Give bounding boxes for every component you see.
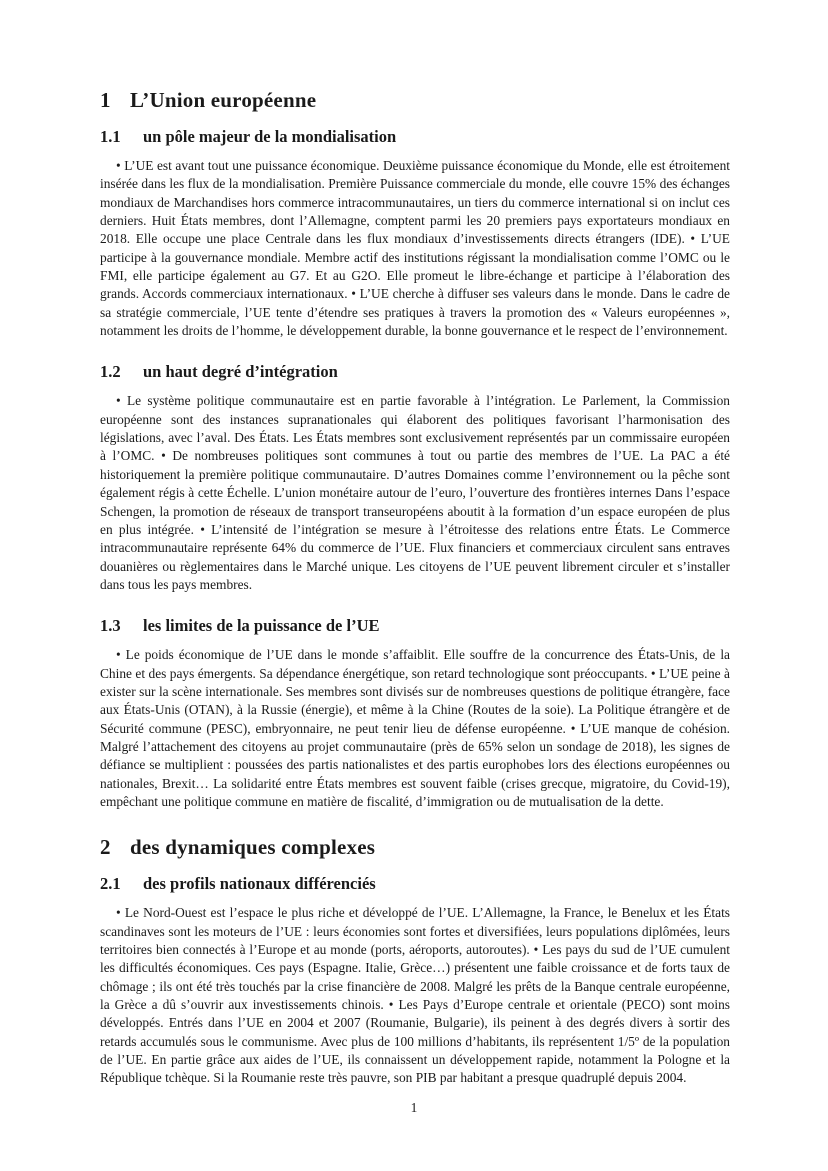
section-heading (100, 88, 730, 113)
section-title: L’Union européenne (130, 88, 317, 112)
subsection-number: 1.2 (100, 362, 121, 382)
section-number: 2 (100, 835, 111, 860)
paragraph: • Le Nord-Ouest est l’espace le plus riche et développé de l’UE. L’Allemagne, la France, le Benelux et les États scandinaves sont les moteurs de l’UE : leurs économies sont fortes et diversifiées, leurs populations diplômées, leurs territoires bien connectés à l’Europe et au monde (ports, aéroports, autoroutes). • Les pays du sud de l’UE cumulent les difficultés économiques. Ces pays (Espagne. Italie, Grèce…) présentent une faible croissance et de forts taux de chômage ; ils ont été très touchés par la crise financière de 2008. Malgré les prêts de la Banque centrale européenne, la Grèce a dû s’ouvrir aux investissements chinois. • Les Pays d’Europe centrale et orientale (PECO) sont moins développés. Entrés dans l’UE en 2004 et 2007 (Roumanie, Bulgarie), ils peinent à des degrés divers à sortir des retards accumulés sous le communisme. Avec plus de 100 millions d’habitants, ils représentent 1/5º de la population de l’UE. En partie grâce aux aides de l’UE, ils connaissent un développement rapide, notamment la Pologne et la République tchèque. Si la Roumanie reste très pauvre, son PIB par habitant a presque quadruplé depuis 2004. (100, 905, 730, 1086)
subsection-heading (100, 127, 730, 147)
subsection-number: 1.3 (100, 616, 121, 636)
subsection-title: des profils nationaux différenciés (143, 874, 376, 894)
subsection-title: un haut degré d’intégration (143, 362, 338, 382)
paragraph: • Le poids économique de l’UE dans le monde s’affaiblit. Elle souffre de la concurrence des États-Unis, de la Chine et des pays émergents. Sa dépendance énergétique, son retard technologique sont préoccupants. • L’UE peine à exister sur la scène internationale. Ses membres sont divisés sur de nombreuses questions de politique étrangère, face aux États-Unis (OTAN), à la Russie (énergie), et même à la Chine (Routes de la soie). La Politique étrangère et de Sécurité commune (PESC), embryonnaire, ne peut tenir lieu de défense européenne. • L’UE manque de cohésion. Malgré l’attachement des citoyens au projet communautaire (près de 65% selon un sondage de 2018), les signes de défiance se multiplient : poussées des partis nationalistes et des partis europhobes lors des élections européennes ou nationales, Brexit… La solidarité entre États membres est souvent faible (crises grecque, migratoire, du Covid-19), empêchant une politique commune en matière de fiscalité, d’immigration ou de mutualisation de la dette. (100, 647, 730, 809)
paragraph: • L’UE est avant tout une puissance économique. Deuxième puissance économique du Monde, elle est étroitement insérée dans les flux de la mondialisation. Première Puissance commerciale du monde, elle couvre 15% des échanges mondiaux de Marchandises hors commerce intracommunautaires, un tiers du commerce international si on inclut ces derniers. Huit États membres, dont l’Allemagne, comptent parmi les 20 premiers pays exportateurs mondiaux en 2018. Elle occupe une place Centrale dans les flux mondiaux d’investissements directs étrangers (IDE). • L’UE participe à la gouvernance mondiale. Membre actif des institutions régissant la mondialisation comme l’OMC ou le FMI, elle participe également au G7. Et au G2O. Elle promeut le libre-échange et participe à l’élaboration des grands. Accords commerciaux internationaux. • L’UE cherche à diffuser ses valeurs dans le monde. Dans le cadre de sa stratégie commerciale, l’UE tente d’étendre ses pratiques à travers la promotion des « Valeurs européennes », notamment les droits de l’homme, le développement durable, la bonne gouvernance et le respect de l’environnement. (100, 158, 730, 339)
subsection-number: 2.1 (100, 874, 121, 894)
subsection-heading (100, 616, 730, 636)
subsection-heading (100, 362, 730, 382)
subsection (100, 362, 730, 594)
subsection (100, 616, 730, 811)
subsection-title: un pôle majeur de la mondialisation (143, 127, 397, 146)
subsection (100, 874, 730, 1087)
subsection (100, 127, 730, 340)
subsection-number: 1.1 (100, 127, 121, 146)
document-page (100, 88, 730, 1110)
subsection-heading (100, 874, 730, 894)
paragraph: • Le système politique communautaire est en partie favorable à l’intégration. Le Parlement, la Commission européenne sont des instances supranationales qui élaborent des politiques favorisant l’harmonisation des législations, avec l’aval. Des États. Les États membres sont exclusivement représentés par un commissaire européen à l’OMC. • De nombreuses politiques sont communes à tout ou partie des membres de l’UE. La PAC a été historiquement la première politique communautaire. D’autres Domaines comme l’environnement ou la pêche sont également régis à cette Échelle. L’union monétaire autour de l’euro, l’ouverture des frontières internes Dans l’espace Schengen, la promotion de réseaux de transport transeuropéens aboutit à la formation d’un espace européen de plus en plus intégrée. • L’intensité de l’intégration se mesure à l’étroitesse des relations entre États. Le Commerce intracommunautaire représente 64% du commerce de l’UE. Flux financiers et commerciaux circulent sans entraves douanières ou règlementaires dans le Marché unique. Les citoyens de l’UE peuvent librement circuler et s’installer dans tous les pays membres. (100, 393, 730, 592)
section-title: des dynamiques complexes (130, 835, 376, 860)
section-number: 1 (100, 88, 111, 112)
subsection-title: les limites de la puissance de l’UE (143, 616, 380, 636)
page-number: 1 (410, 1100, 418, 1115)
section-heading (100, 835, 730, 860)
